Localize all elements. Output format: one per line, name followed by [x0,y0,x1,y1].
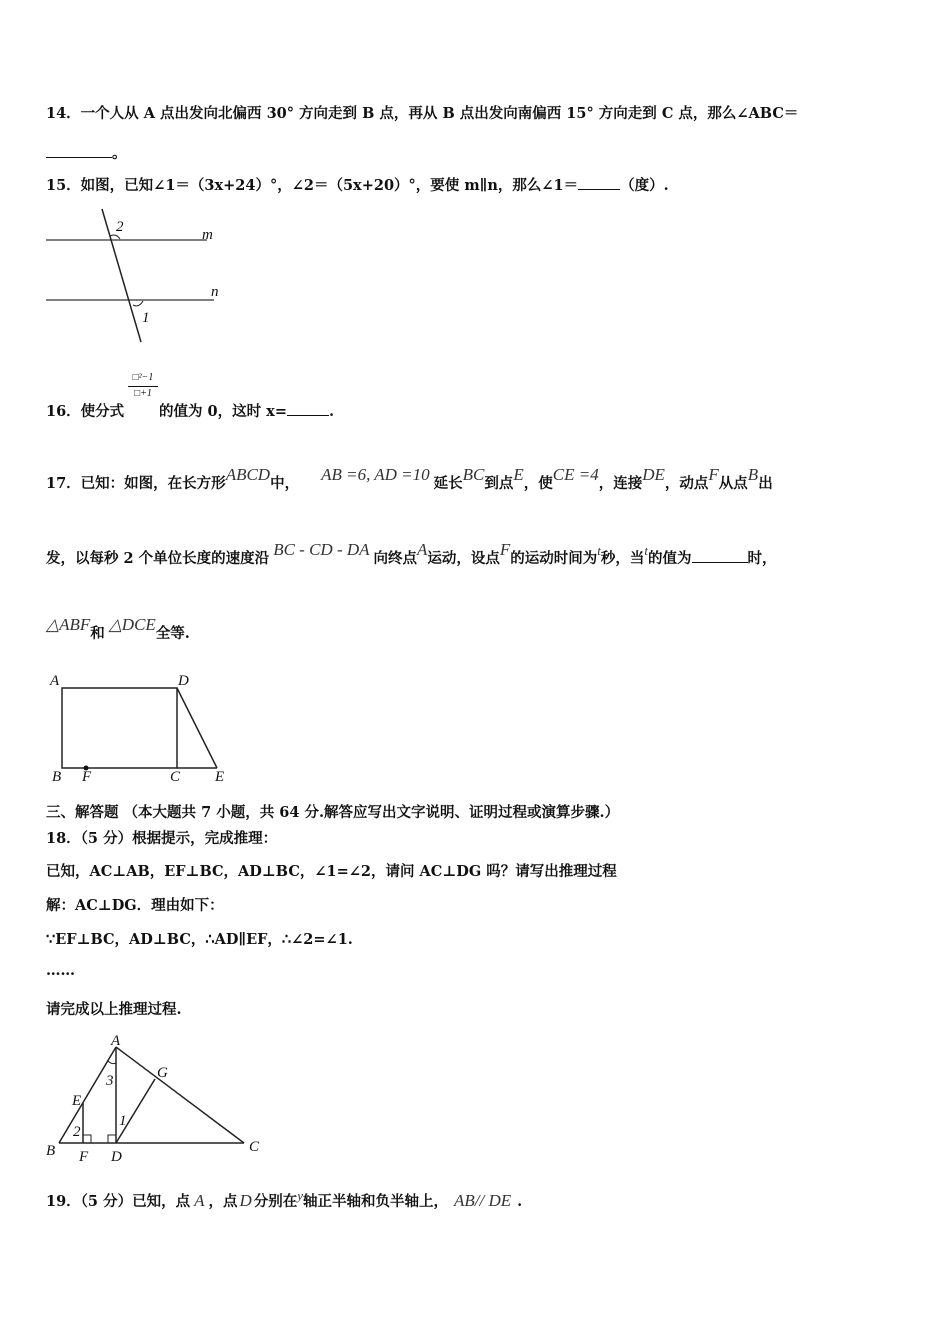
q15-text: 15．如图，已知∠1＝（3x+24）°，∠2＝（5x+20）°，要使 m∥n，那么∠1＝ [46,177,579,194]
math-path: BC - CD - DA [273,540,370,559]
point-g: G [157,1065,168,1081]
q18-figure [44,1035,274,1170]
q19-text: 轴正半轴和负半轴上， [303,1193,449,1210]
q14-end: 。 [112,145,127,162]
question-19 [46,1190,522,1211]
angle-2-label: 2 [73,1124,81,1140]
q15-end: （度）. [620,177,669,194]
q18-ellipsis [46,962,75,979]
angle-1-label: 1 [119,1113,127,1129]
question-16-rest [159,400,334,421]
q16-text: 16．使分式 [46,403,125,420]
label-m: m [202,227,213,243]
question-17 [46,465,773,493]
q15-figure [44,205,234,345]
q17-text: 到点 [484,475,514,492]
q18-given-text: 已知，AC⊥AB，EF⊥BC，AD⊥BC，∠1=∠2，请问 AC⊥DG 吗？请写出推理过程 [46,863,617,880]
q16-end: . [328,403,335,420]
q19-text: ，点 [208,1193,238,1210]
answer-blank [578,177,620,190]
q17-text: 秒，当 [600,550,645,567]
q17-text: 出 [758,475,773,492]
q18-given [46,860,617,881]
section-heading [46,801,619,822]
math-b: B [747,465,759,484]
answer-blank [692,550,748,563]
vertex-d: D [178,673,189,689]
fraction-bar [128,386,158,387]
q19-text: 分别在 [253,1193,298,1210]
q17-text: 延长 [433,475,463,492]
q19-text: . [517,1193,523,1210]
fraction [128,372,158,400]
math-y: y [297,1188,304,1203]
angle-3-label: 3 [106,1073,114,1089]
q17-text: 的值为 [648,550,692,567]
q18-dots: …… [46,962,75,979]
math-rect: ABCD [225,465,271,484]
q17-text: 全等. [155,625,190,642]
math-t: t [597,543,601,558]
vertex-b: B [52,769,62,785]
question-16 [46,400,124,421]
math-parallel: AB// DE [454,1191,512,1210]
q18-step [46,928,353,949]
math-e: E [513,465,524,484]
q18-finish-text: 请完成以上推理过程. [46,1001,182,1018]
q17-text: 中， [270,475,300,492]
math-a: A [194,1191,205,1210]
q17-text: 从点 [718,475,748,492]
q18-instruction [46,998,182,1019]
numerator: □²−1 [132,372,154,383]
q17-text: 向终点 [373,550,418,567]
question-14-answer [46,142,127,163]
math-de: DE [642,465,665,484]
point-f: F [82,769,92,785]
question-14 [46,102,798,123]
label-n: n [211,284,219,300]
math-d: D [239,1191,252,1210]
math-triangle-abf: △ABF [46,615,91,634]
point-d: D [111,1149,122,1165]
question-17-line3 [46,615,190,643]
question-15 [46,174,669,195]
q17-text: ，动点 [664,475,709,492]
q17-text: 17．已知：如图，在长方形 [46,475,226,492]
q18-step-text: ∵EF⊥BC，AD⊥BC，∴AD∥EF，∴∠2=∠1. [46,931,353,948]
vertex-a: A [111,1033,121,1049]
vertex-c: C [170,769,181,785]
math-f: F [499,540,511,559]
q17-text: 和 [90,625,105,642]
math-ce: CE =4 [552,465,599,484]
q17-text: ，连接 [598,475,643,492]
q14-text: 14．一个人从 A 点出发向北偏西 30° 方向走到 B 点，再从 B 点出发向南偏西 15° 方向走到 C 点，那么∠ABC＝ [46,105,799,122]
q17-figure [44,668,244,788]
angle-2-label: 2 [116,219,124,235]
math-bc: BC [462,465,485,484]
vertex-a: A [50,673,60,689]
point-e: E [72,1093,82,1109]
vertex-b: B [46,1143,56,1159]
q17-text: 时， [747,550,777,567]
math-t: t [644,543,649,558]
q17-text: 运动，设点 [427,550,500,567]
question-18 [46,827,277,848]
point-e: E [215,769,225,785]
question-17-line2 [46,540,777,568]
q17-text: 的运动时间为 [510,550,598,567]
q18-solution-text: 解：AC⊥DG．理由如下： [46,897,224,914]
point-f: F [79,1149,89,1165]
q18-title: 18．（5 分）根据提示，完成推理： [46,830,278,847]
section-3-title: 三、解答题 （本大题共 7 小题，共 64 分.解答应写出文字说明、证明过程或演算步骤.） [46,804,620,821]
q17-text: 发，以每秒 2 个单位长度的速度沿 [46,550,270,567]
q16-rest-text: 的值为 0，这时 x= [159,403,287,420]
answer-blank [287,403,329,416]
q17-text: ，使 [523,475,553,492]
math-triangle-dce: △DCE [108,615,156,634]
denominator: □+1 [134,388,152,399]
q18-solution [46,894,224,915]
vertex-c: C [249,1139,260,1155]
q19-text: 19．（5 分）已知，点 [46,1193,191,1210]
math-a: A [417,540,428,559]
math-lengths: AB =6, AD =10 [321,465,430,484]
answer-blank [46,145,112,158]
angle-1-label: 1 [142,310,150,326]
math-f: F [708,465,719,484]
